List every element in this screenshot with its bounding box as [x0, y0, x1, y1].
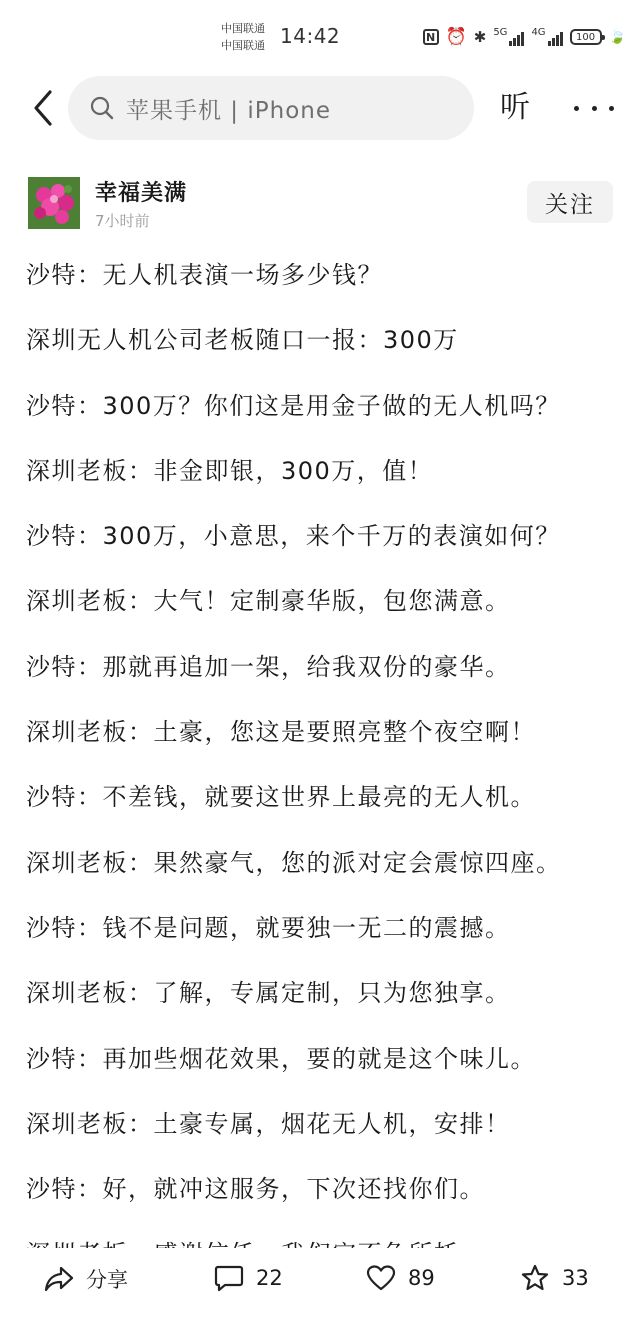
- post-content: [26, 252, 626, 1238]
- battery-icon: [570, 29, 602, 45]
- content-line: 深圳老板：果然豪气，您的派对定会震惊四座。: [26, 848, 562, 877]
- bluetooth-icon: ✱: [473, 27, 487, 46]
- bottom-action-bar: [0, 1248, 640, 1320]
- content-line: 沙特：300万？你们这是用金子做的无人机吗？: [26, 391, 561, 420]
- battery-level: 100: [576, 31, 596, 43]
- content-line: 深圳老板：非金即银，300万，值！: [26, 456, 434, 485]
- status-time: 14:42: [280, 24, 341, 48]
- post-time: 7小时前: [95, 212, 150, 230]
- content-line: 沙特：300万，小意思，来个千万的表演如何？: [26, 522, 561, 551]
- content-line: 深圳老板：土豪专属，烟花无人机，安排！: [26, 1109, 511, 1138]
- signal-5g-icon: [493, 28, 524, 46]
- content-line: 沙特：再加些烟花效果，要的就是这个味儿。: [26, 1044, 536, 1073]
- carrier-2: 中国联通: [221, 39, 265, 52]
- listen-button[interactable]: 听: [500, 90, 530, 125]
- signal-4g-icon: [531, 28, 562, 46]
- content-line: 深圳无人机公司老板随口一报：300万: [26, 326, 459, 355]
- carrier-labels: [221, 20, 265, 54]
- network-2-label: 4G: [531, 27, 546, 38]
- nfc-icon: N: [423, 29, 439, 45]
- network-1-label: 5G: [493, 27, 508, 38]
- more-icon: [574, 106, 579, 111]
- flower-avatar-icon: [28, 177, 80, 229]
- search-text: 苹果手机 | iPhone: [126, 97, 332, 124]
- follow-button[interactable]: 关注: [527, 181, 613, 223]
- star-icon: [520, 1264, 550, 1292]
- favorite-count: 33: [562, 1266, 589, 1290]
- carrier-1: 中国联通: [221, 22, 265, 35]
- heart-icon: [366, 1264, 396, 1292]
- like-count: 89: [408, 1266, 435, 1290]
- status-icons: [423, 25, 626, 49]
- share-label: 分享: [86, 1268, 128, 1292]
- author-name[interactable]: 幸福美满: [95, 181, 188, 206]
- leaf-icon: 🍃: [608, 28, 626, 45]
- content-line: 沙特：好，就冲这服务，下次还找你们。: [26, 1175, 485, 1204]
- comment-count: 22: [256, 1266, 283, 1290]
- share-icon: [44, 1265, 74, 1293]
- content-line: 深圳老板：大气！定制豪华版，包您满意。: [26, 587, 511, 616]
- content-line: 深圳老板：土豪，您这是要照亮整个夜空啊！: [26, 718, 536, 747]
- search-icon: [90, 96, 114, 120]
- back-icon: [32, 90, 54, 126]
- share-button[interactable]: [44, 1264, 128, 1294]
- comment-button[interactable]: [214, 1264, 283, 1292]
- content-line: 沙特：无人机表演一场多少钱？: [26, 261, 383, 289]
- more-button[interactable]: [574, 94, 614, 122]
- comment-icon: [214, 1264, 244, 1292]
- content-line: 沙特：不差钱，就要这世界上最亮的无人机。: [26, 783, 536, 812]
- avatar[interactable]: [28, 177, 80, 229]
- like-button[interactable]: [366, 1264, 435, 1292]
- search-box[interactable]: [68, 76, 474, 140]
- alarm-icon: ⏰: [445, 26, 467, 47]
- back-button[interactable]: [26, 88, 60, 128]
- status-bar: [0, 0, 640, 66]
- content-line: 沙特：那就再追加一架，给我双份的豪华。: [26, 652, 511, 681]
- content-line: 沙特：钱不是问题，就要独一无二的震撼。: [26, 913, 511, 942]
- favorite-button[interactable]: [520, 1264, 589, 1292]
- content-line: 深圳老板：了解，专属定制，只为您独享。: [26, 979, 511, 1008]
